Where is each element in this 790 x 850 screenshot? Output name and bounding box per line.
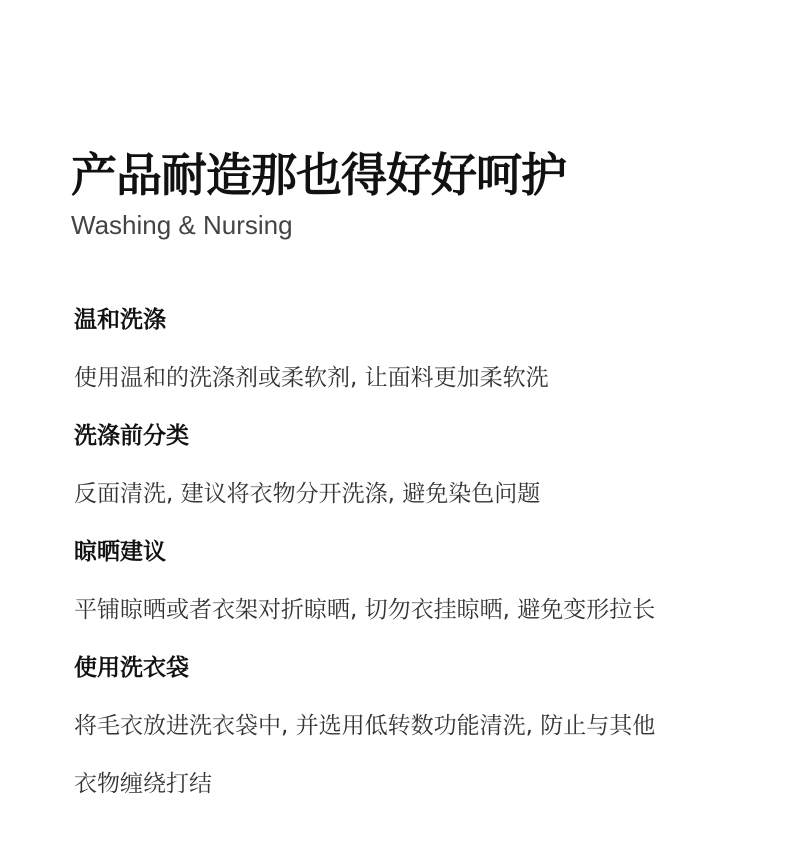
- section-body-line: 反面清洗, 建议将衣物分开洗涤, 避免染色问题: [74, 481, 541, 507]
- section-body: [74, 456, 764, 532]
- section-heading: 洗涤前分类: [74, 423, 189, 449]
- section-gentle-wash: [74, 300, 764, 416]
- section-laundry-bag: [74, 648, 764, 822]
- page-subtitle: Washing & Nursing: [71, 210, 293, 240]
- section-drying-tips: [74, 532, 764, 648]
- section-body: [74, 572, 764, 648]
- section-body-line: 将毛衣放进洗衣袋中, 并选用低转数功能清洗, 防止与其他: [74, 713, 656, 739]
- section-heading: 晾晒建议: [74, 539, 166, 565]
- care-sections: [74, 300, 764, 822]
- section-body-line: 平铺晾晒或者衣架对折晾晒, 切勿衣挂晾晒, 避免变形拉长: [74, 597, 656, 623]
- section-body-line: 衣物缠绕打结: [74, 771, 212, 797]
- section-heading: 使用洗衣袋: [74, 655, 189, 681]
- section-body: [74, 340, 764, 416]
- page-title: 产品耐造那也得好好呵护: [71, 148, 566, 202]
- section-heading: 温和洗涤: [74, 307, 166, 333]
- section-body-line: 使用温和的洗涤剂或柔软剂, 让面料更加柔软洗: [74, 365, 549, 391]
- section-sort-before-wash: [74, 416, 764, 532]
- section-body: [74, 688, 764, 822]
